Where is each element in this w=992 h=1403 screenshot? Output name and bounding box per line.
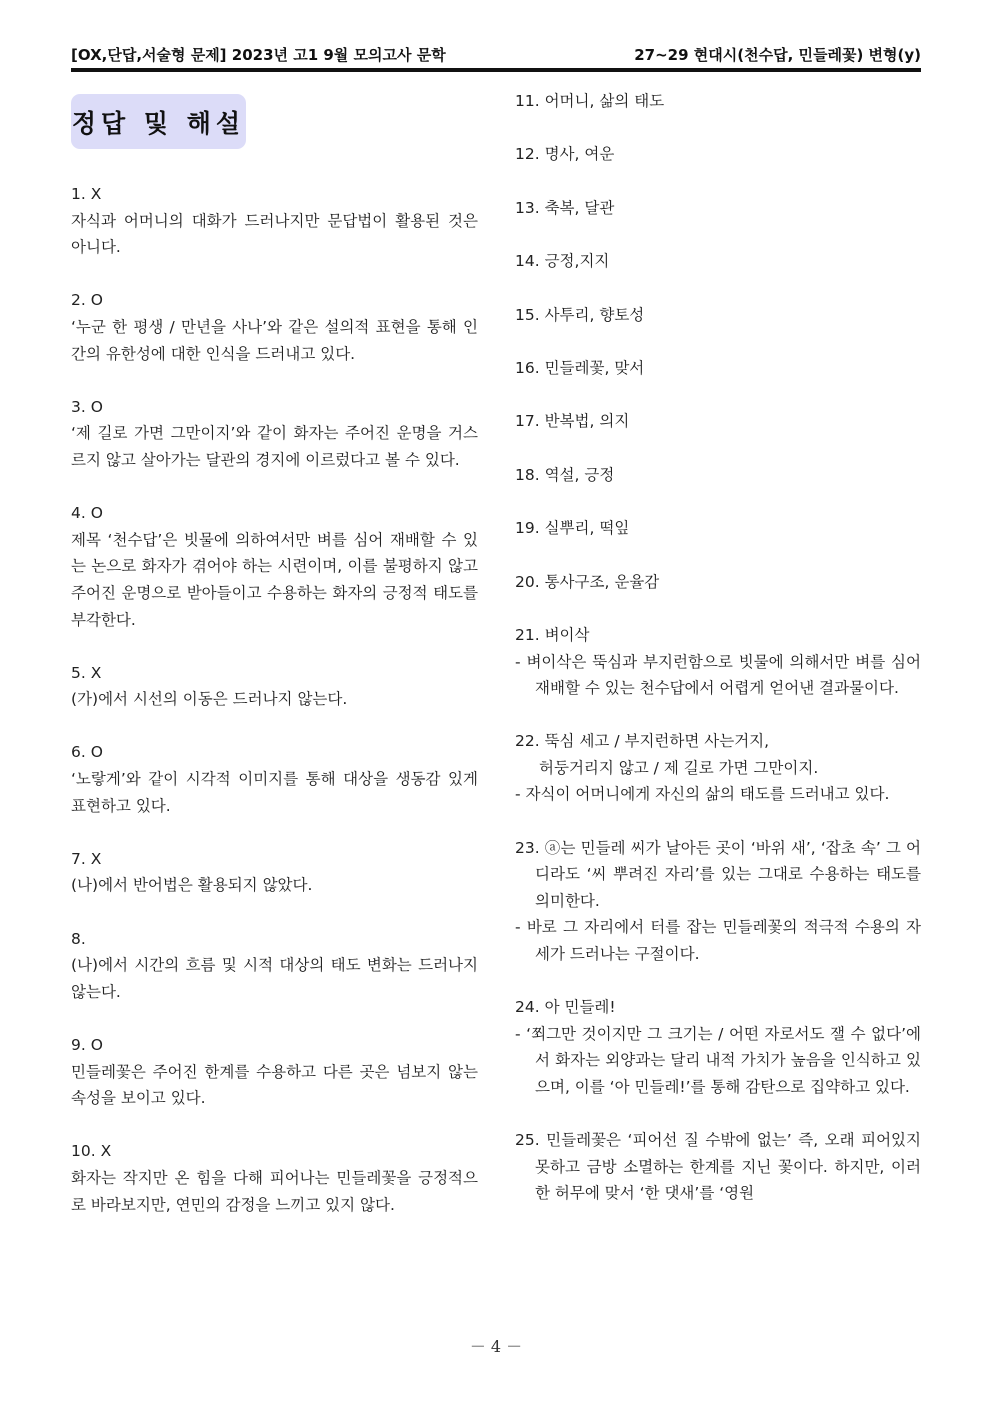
answer-item-6 <box>71 739 478 819</box>
answer-explanation: 민들레꽃은 주어진 한계를 수용하고 다른 곳은 넘보지 않는 속성을 보이고 있다. <box>71 1062 478 1108</box>
answer-number: 7. X <box>71 849 102 868</box>
answer-explanation: ‘제 길로 가면 그만이지’와 같이 화자는 주어진 운명을 거스르지 않고 살아가는 달관의 경지에 이르렀다고 볼 수 있다. <box>71 424 478 469</box>
answer-item-9 <box>71 1032 478 1112</box>
answer-explanation: - ‘쬐그만 것이지만 그 크기는 / 어떤 자로서도 잴 수 없다’에서 화자는 외양과는 달리 내적 가치가 높음을 인식하고 있으며, 이를 ‘아 민들레!’를 통해 감탄으로 집약하고 있다. <box>515 1024 921 1096</box>
answer-number: 1. X <box>71 185 102 203</box>
answer-item-3 <box>71 394 478 474</box>
right-column <box>515 88 921 1234</box>
answer-number: 3. O <box>71 397 103 416</box>
answer-explanation: (나)에서 시간의 흐름 및 시적 대상의 태도 변화는 드러나지 않는다. <box>71 956 478 1001</box>
answer-explanation: - 바로 그 자리에서 터를 잡는 민들레꽃의 적극적 수용의 자세가 드러나는 구절이다. <box>515 918 921 964</box>
answer-number: 10. X <box>71 1142 112 1161</box>
answer-item-5 <box>71 660 478 713</box>
answer-item-20: 20. 통사구조, 운율감 <box>515 572 660 591</box>
header-left-title: [OX,단답,서술형 문제] 2023년 고1 9월 모의고사 문학 <box>71 46 446 64</box>
answer-head: 23. ⓐ는 민들레 씨가 날아든 곳이 ‘바위 새’, ‘잡초 속’ 그 어디라도 ‘씨 뿌려진 자리’를 있는 그대로 수용하는 태도를 의미한다. <box>515 838 921 910</box>
answer-explanation: - 벼이삭은 뚝심과 부지런함으로 빗물에 의해서만 벼를 심어 재배할 수 있는 천수답에서 어렵게 얻어낸 결과물이다. <box>515 652 921 698</box>
answer-explanation: 화자는 작지만 온 힘을 다해 피어나는 민들레꽃을 긍정적으로 바라보지만, 연민의 감정을 느끼고 있지 않다. <box>71 1168 478 1214</box>
answer-item-1 <box>71 181 478 261</box>
answer-item-23 <box>515 835 921 968</box>
answer-item-22 <box>515 728 921 808</box>
answer-item-19: 19. 실뿌리, 떡잎 <box>515 519 630 538</box>
answer-item-8 <box>71 926 478 1006</box>
answer-explanation: ‘노랗게’와 같이 시각적 이미지를 통해 대상을 생동감 있게 표현하고 있다. <box>71 770 478 815</box>
answer-item-2 <box>71 287 478 367</box>
answer-section-title: 정답 및 해설 <box>71 94 246 149</box>
answer-explanation: (나)에서 반어법은 활용되지 않았다. <box>71 876 313 895</box>
answer-item-16: 16. 민들레꽃, 맞서 <box>515 358 645 377</box>
answer-explanation: (가)에서 시선의 이동은 드러나지 않는다. <box>71 690 348 709</box>
answer-item-4 <box>71 500 478 633</box>
answer-number: 8. <box>71 929 86 948</box>
answer-item-12: 12. 명사, 여운 <box>515 145 615 164</box>
answer-item-11: 11. 어머니, 삶의 태도 <box>515 92 665 110</box>
answer-number: 4. O <box>71 504 103 523</box>
answer-item-7 <box>71 846 478 899</box>
left-column <box>71 181 478 1245</box>
answer-number: 5. X <box>71 663 102 682</box>
answer-number: 9. O <box>71 1036 103 1054</box>
header-rule <box>71 68 921 72</box>
answer-item-13: 13. 축복, 달관 <box>515 198 615 217</box>
answer-item-17: 17. 반복법, 의지 <box>515 412 630 431</box>
answer-item-21 <box>515 622 921 702</box>
answer-number: 6. O <box>71 743 103 762</box>
answer-explanation: 자식과 어머니의 대화가 드러나지만 문답법이 활용된 것은 아니다. <box>71 211 478 257</box>
page-header <box>71 44 921 66</box>
answer-explanation: 제목 ‘천수답’은 빗물에 의하여서만 벼를 심어 재배할 수 있는 논으로 화자가 겪어야 하는 시련이며, 이를 불평하지 않고 주어진 운명으로 받아들이고 수용하는 화자의 긍정적 태도를 부각한다. <box>71 530 478 629</box>
answer-explanation: ‘누군 한 평생 / 만년을 사나’와 같은 설의적 표현을 통해 인간의 유한성에 대한 인식을 드러내고 있다. <box>71 317 478 363</box>
header-right-title: 27~29 현대시(천수답, 민들레꽃) 변형(y) <box>634 46 921 64</box>
answer-head: 21. 벼이삭 <box>515 625 590 644</box>
answer-head-continued: 허둥거리지 않고 / 제 길로 가면 그만이지. <box>539 758 819 777</box>
answer-number: 2. O <box>71 291 103 310</box>
answer-head: 25. 민들레꽃은 ‘피어선 질 수밖에 없는’ 즉, 오래 피어있지 못하고 금방 소멸하는 한계를 지닌 꽃이다. 하지만, 이러한 허무에 맞서 ‘한 댓새’를 ‘영원 <box>515 1131 921 1203</box>
answer-item-24 <box>515 994 921 1100</box>
answer-explanation: - 자식이 어머니에게 자신의 삶의 태도를 드러내고 있다. <box>515 785 890 804</box>
answer-item-15: 15. 사투리, 향토성 <box>515 305 645 324</box>
answer-head: 24. 아 민들레! <box>515 998 616 1017</box>
answer-head: 22. 뚝심 세고 / 부지런하면 사는거지, <box>515 732 770 751</box>
answer-item-18: 18. 역설, 긍정 <box>515 465 615 484</box>
answer-item-10 <box>71 1138 478 1218</box>
answer-item-14: 14. 긍정,지지 <box>515 252 610 271</box>
answer-item-25 <box>515 1127 921 1207</box>
page-number: － 4 － <box>469 1337 523 1356</box>
